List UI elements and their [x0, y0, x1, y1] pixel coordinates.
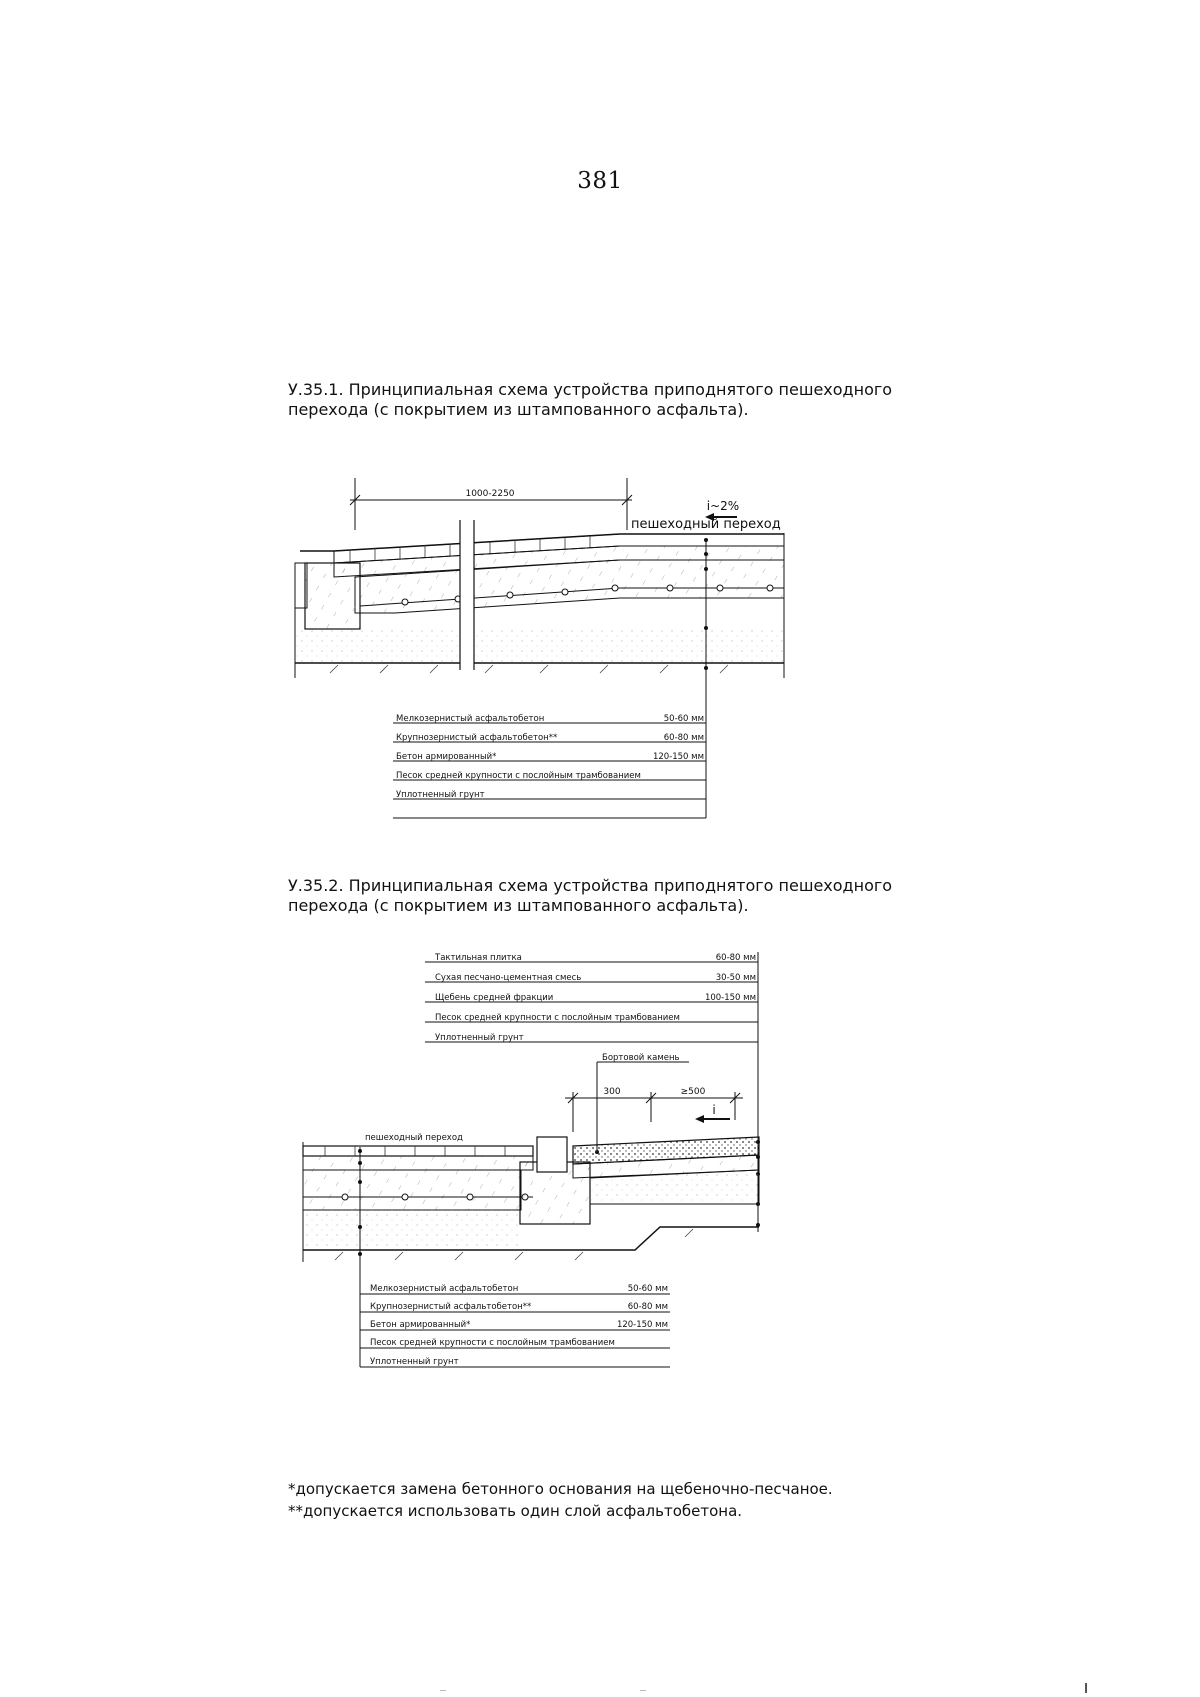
- figure-1-caption: [288, 380, 928, 420]
- crossing-label-2: пешеходный переход: [365, 1133, 463, 1143]
- layer-2-thickness: 60-80 мм: [663, 733, 704, 743]
- dimension-500: ≥500: [680, 1087, 706, 1097]
- figure-2-caption: [288, 876, 928, 916]
- dimension-lines-2: [565, 1092, 743, 1132]
- figure-1-caption-line-1: У.35.1. Принципиальная схема устройства приподнятого пешеходного: [288, 380, 893, 399]
- layer-2-name: Крупнозернистый асфальтобетон**: [396, 733, 558, 743]
- pavement-section-2: [303, 1137, 759, 1262]
- scan-artifact: [1085, 1683, 1087, 1693]
- dimension-label: 1000-2250: [465, 489, 515, 499]
- figure-2-diagram: [315, 942, 815, 1382]
- figure-1-caption-line-2: перехода (с покрытием из штампованного асфальта).: [288, 400, 749, 419]
- figure-2-caption-line-2: перехода (с покрытием из штампованного асфальта).: [288, 896, 749, 915]
- layer-1-thickness: 50-60 мм: [663, 714, 704, 724]
- layer-4-name: Песок средней крупности с послойным трамбованием: [396, 771, 641, 781]
- bottom-layer-1-thickness: 50-60 мм: [627, 1284, 668, 1294]
- footnote-2: **допускается использовать один слой асфальтобетона.: [288, 1502, 743, 1520]
- dimension-300: 300: [603, 1087, 621, 1097]
- layer-5-name: Уплотненный грунт: [396, 790, 485, 800]
- top-layer-5-name: Уплотненный грунт: [435, 1033, 524, 1043]
- footnotes: [288, 1478, 833, 1522]
- bottom-layer-4-name: Песок средней крупности с послойным трамбованием: [370, 1338, 615, 1348]
- layer-3-name: Бетон армированный*: [396, 752, 497, 762]
- figure-1-diagram: [300, 478, 800, 828]
- top-layer-1-thickness: 60-80 мм: [715, 953, 756, 963]
- footnote-1: *допускается замена бетонного основания на щебеночно-песчаное.: [288, 1480, 833, 1498]
- top-layer-4-name: Песок средней крупности с послойным трамбованием: [435, 1013, 680, 1023]
- bottom-layer-2-thickness: 60-80 мм: [627, 1302, 668, 1312]
- top-layer-3-name: Щебень средней фракции: [435, 993, 554, 1003]
- layer-1-name: Мелкозернистый асфальтобетон: [396, 714, 545, 724]
- bottom-layer-5-name: Уплотненный грунт: [370, 1357, 459, 1367]
- curb-label: Бортовой камень: [602, 1053, 680, 1063]
- dimension-line: [350, 478, 632, 530]
- figure-2-caption-line-1: У.35.2. Принципиальная схема устройства приподнятого пешеходного: [288, 876, 893, 895]
- bottom-layer-1-name: Мелкозернистый асфальтобетон: [370, 1284, 519, 1294]
- bottom-layer-3-name: Бетон армированный*: [370, 1320, 471, 1330]
- top-layer-3-thickness: 100-150 мм: [704, 993, 756, 1003]
- top-layer-1-name: Тактильная плитка: [435, 953, 522, 963]
- pavement-section: [295, 520, 784, 678]
- scan-artifact-dot: [440, 1690, 446, 1691]
- slope-label-2: i: [712, 1103, 716, 1117]
- layer-3-thickness: 120-150 мм: [652, 752, 704, 762]
- page-number: 381: [577, 168, 623, 194]
- slope-label: i~2%: [706, 499, 740, 513]
- bottom-layer-3-thickness: 120-150 мм: [616, 1320, 668, 1330]
- bottom-layer-2-name: Крупнозернистый асфальтобетон**: [370, 1302, 532, 1312]
- crossing-label: пешеходный переход: [631, 517, 781, 532]
- top-layer-2-name: Сухая песчано-цементная смесь: [435, 973, 582, 983]
- top-layer-2-thickness: 30-50 мм: [715, 973, 756, 983]
- scan-artifact-dot: [640, 1690, 646, 1691]
